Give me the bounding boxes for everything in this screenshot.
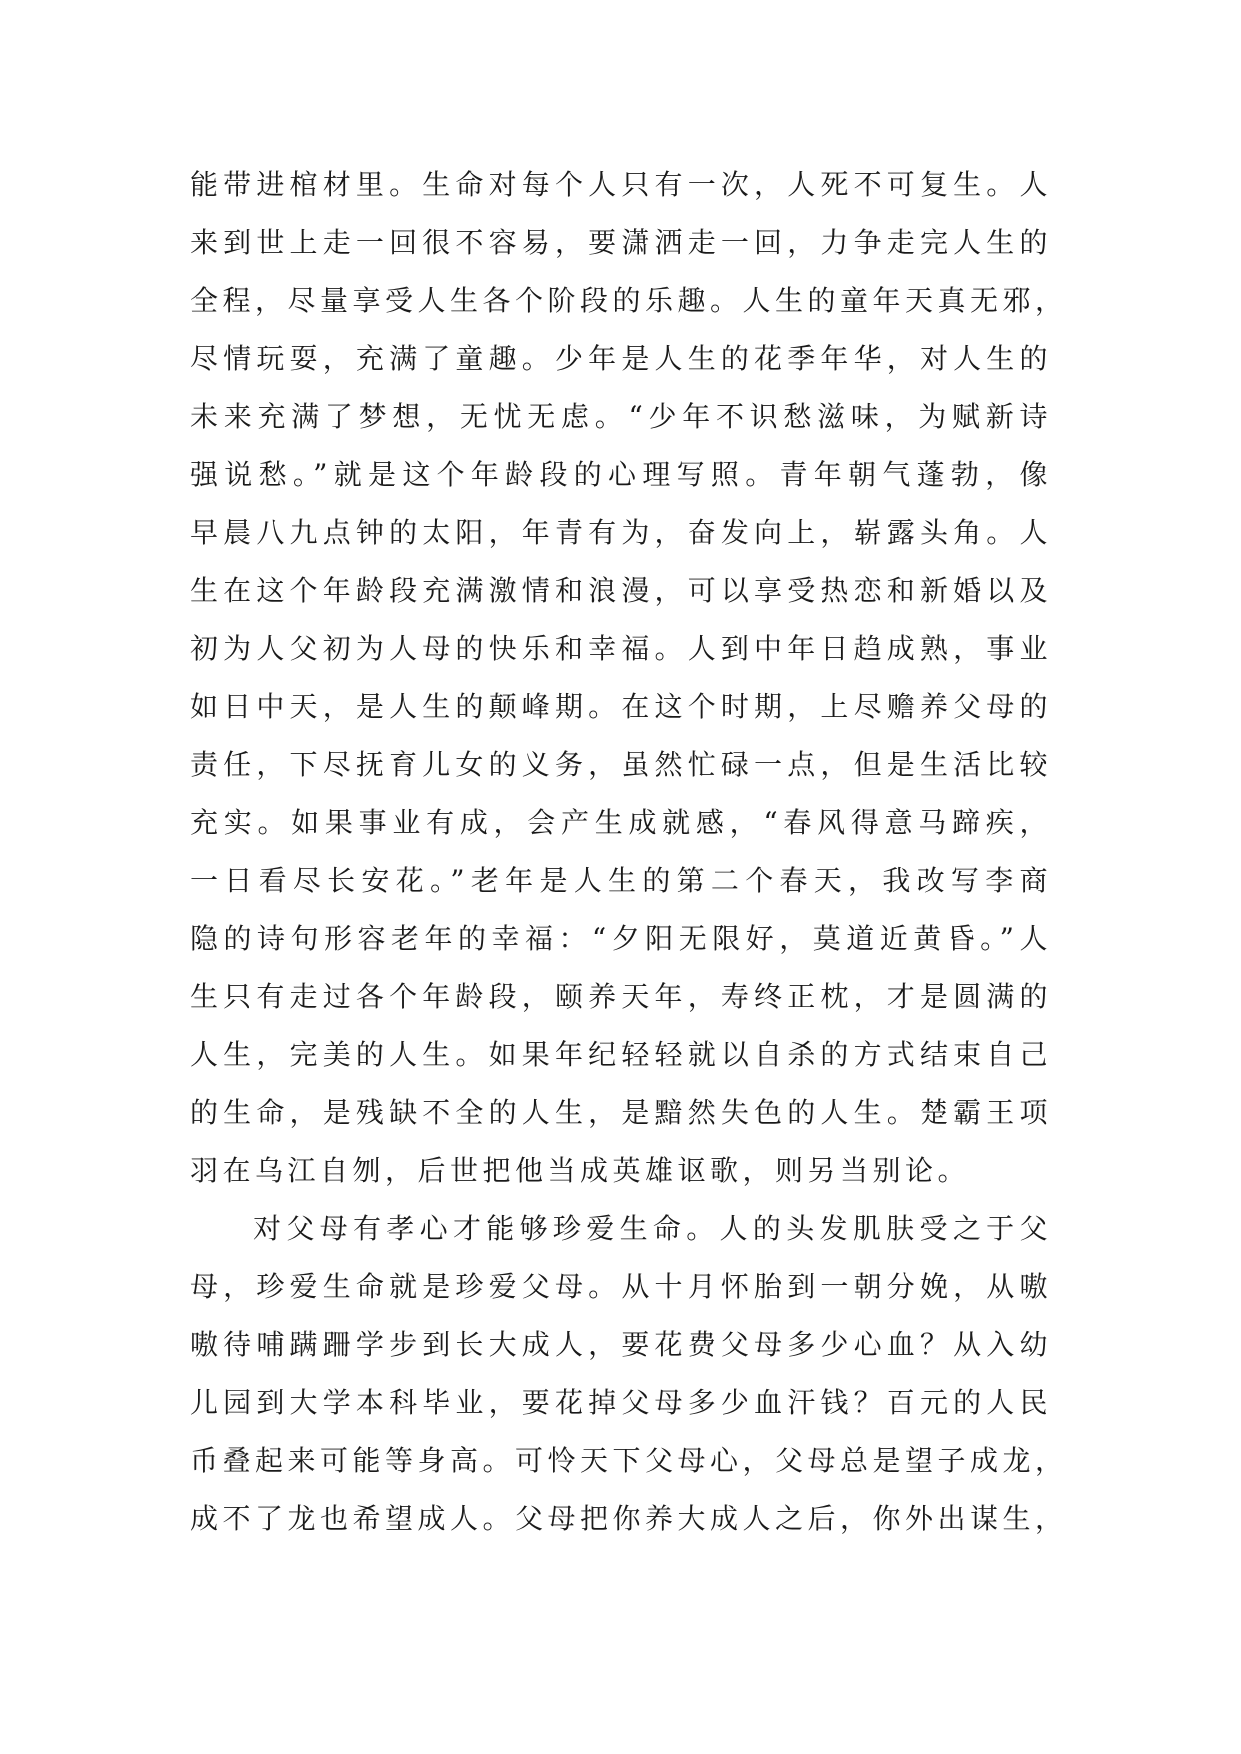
- text-line: 儿园到大学本科毕业，要花掉父母多少血汗钱？百元的人民: [190, 1386, 1052, 1419]
- text-line: 隐的诗句形容老年的幸福：“夕阳无限好，莫道近黄昏。”人: [190, 922, 1052, 955]
- text-line: 人生，完美的人生。如果年纪轻轻就以自杀的方式结束自己: [190, 1038, 1052, 1071]
- text-line: 强说愁。”就是这个年龄段的心理写照。青年朝气蓬勃，像: [190, 458, 1052, 491]
- text-line: 母，珍爱生命就是珍爱父母。从十月怀胎到一朝分娩，从嗷: [190, 1270, 1052, 1303]
- text-line: 未来充满了梦想，无忧无虑。“少年不识愁滋味，为赋新诗: [190, 400, 1052, 433]
- text-line: 羽在乌江自刎，后世把他当成英雄讴歌，则另当别论。: [190, 1154, 971, 1187]
- text-line: 嗷待哺蹒跚学步到长大成人，要花费父母多少心血？从入幼: [190, 1328, 1052, 1361]
- text-line: 初为人父初为人母的快乐和幸福。人到中年日趋成熟，事业: [190, 632, 1052, 665]
- text-line: 责任，下尽抚育儿女的义务，虽然忙碌一点，但是生活比较: [190, 748, 1052, 781]
- text-line: 成不了龙也希望成人。父母把你养大成人之后，你外出谋生，: [190, 1502, 1068, 1535]
- text-line: 币叠起来可能等身高。可怜天下父母心，父母总是望子成龙，: [190, 1444, 1068, 1477]
- text-line: 如日中天，是人生的颠峰期。在这个时期，上尽赡养父母的: [190, 690, 1052, 723]
- text-line: 尽情玩耍，充满了童趣。少年是人生的花季年华，对人生的: [190, 342, 1052, 375]
- text-line: 来到世上走一回很不容易，要潇洒走一回，力争走完人生的: [190, 226, 1052, 259]
- text-line: 一日看尽长安花。”老年是人生的第二个春天，我改写李商: [190, 864, 1052, 897]
- text-line: 生在这个年龄段充满激情和浪漫，可以享受热恋和新婚以及: [190, 574, 1052, 607]
- text-line: 充实。如果事业有成，会产生成就感，“春风得意马蹄疾，: [190, 806, 1052, 839]
- text-line: 的生命，是残缺不全的人生，是黯然失色的人生。楚霸王项: [190, 1096, 1052, 1129]
- body-text: [190, 156, 1068, 1548]
- text-line: 对父母有孝心才能够珍爱生命。人的头发肌肤受之于父: [253, 1212, 1052, 1245]
- text-line: 生只有走过各个年龄段，颐养天年，寿终正枕，才是圆满的: [190, 980, 1052, 1013]
- paragraph: [190, 1200, 1068, 1548]
- paragraph: [190, 156, 1068, 1200]
- text-line: 早晨八九点钟的太阳，年青有为，奋发向上，崭露头角。人: [190, 516, 1052, 549]
- text-line: 全程，尽量享受人生各个阶段的乐趣。人生的童年天真无邪，: [190, 284, 1068, 317]
- text-line: 能带进棺材里。生命对每个人只有一次，人死不可复生。人: [190, 168, 1052, 201]
